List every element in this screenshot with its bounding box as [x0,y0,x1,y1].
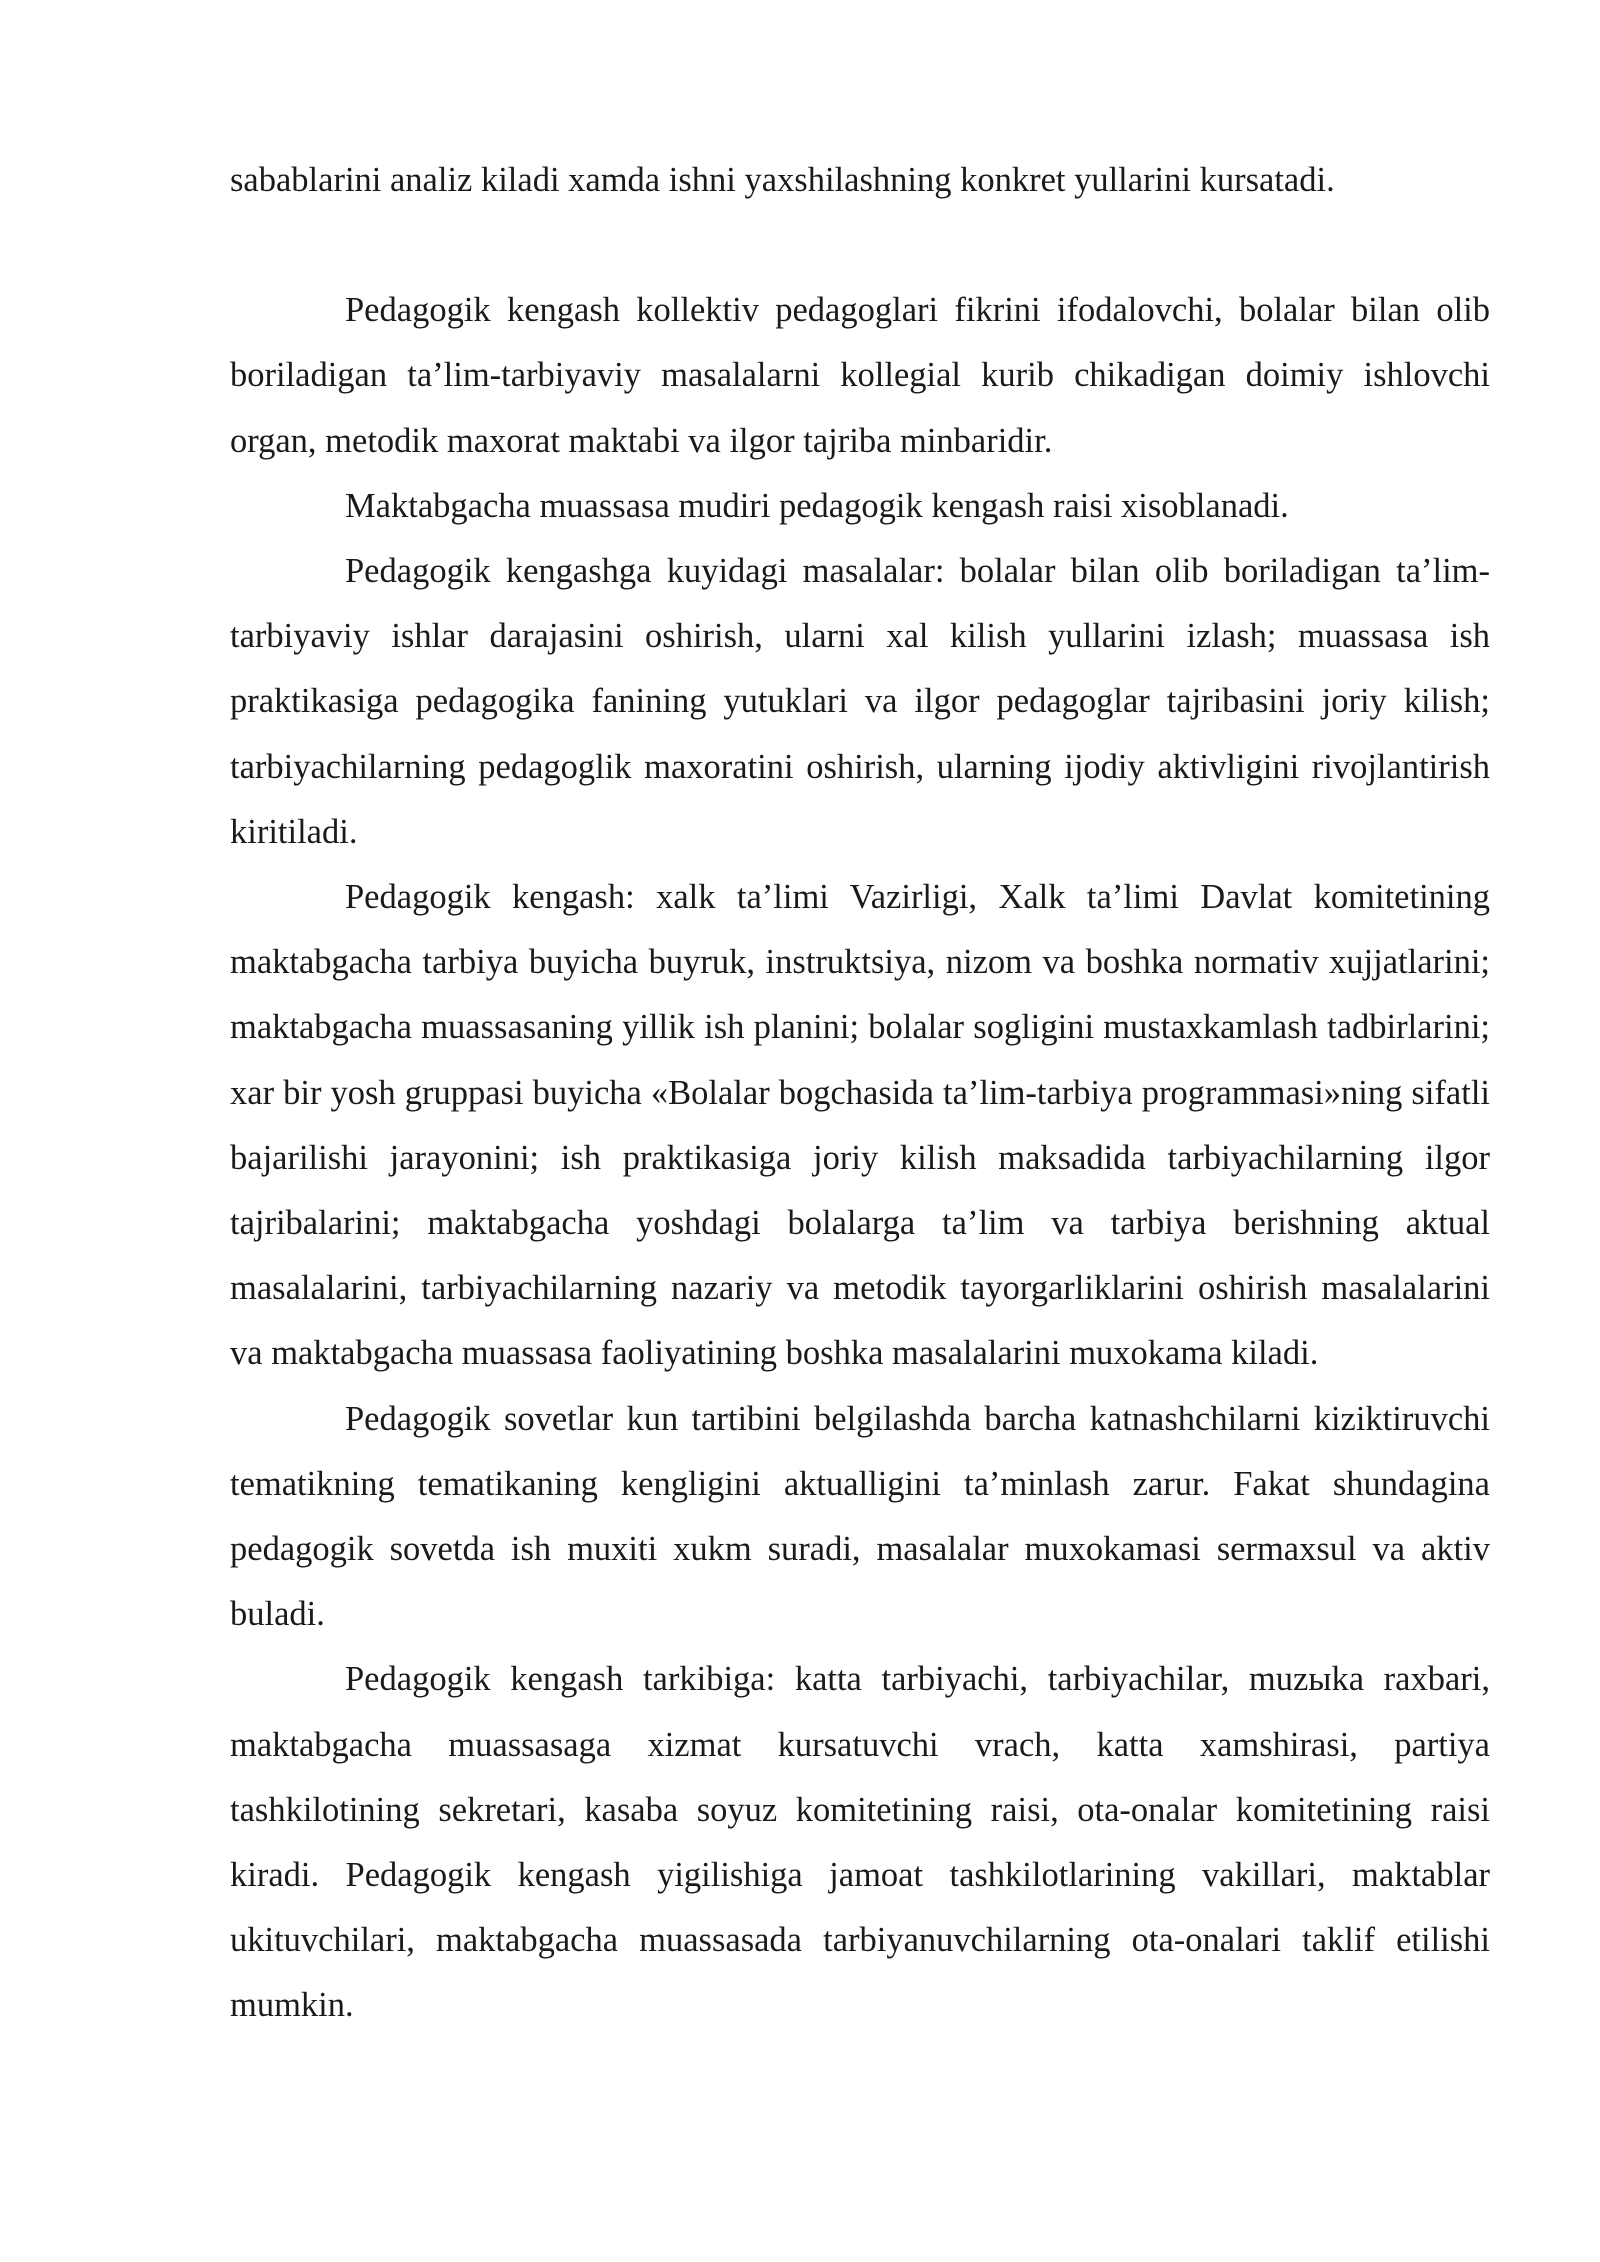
paragraph-council-discussion-topics: Pedagogik kengash: xalk ta’limi Vazirligi, Xalk ta’limi Davlat komitetining maktabgacha tarbiya buyicha buyruk, instruktsiya, nizom va boshka normativ xujjatlarini; maktabgacha muassasaning yillik ish planini; bolalar sogligini mustaxkamlash tadbirlarini; xar bir yosh gruppasi buyicha «Bolalar bogchasida ta’lim-tarbiya programmasi»ning sifatli bajarilishi jarayonini; ish praktikasiga joriy kilish maksadida tarbiyachilarning ilgor tajribalarini; maktabgacha yoshdagi bolalarga ta’lim va tarbiya berishning aktual masalalarini, tarbiyachilarning nazariy va metodik tayorgarliklarini oshirish masalalarini va maktabgacha muassasa faoliyatining boshka masalalarini muxokama kiladi. [230,878,1490,1373]
paragraph-council-composition: Pedagogik kengash tarkibiga: katta tarbiyachi, tarbiyachilar, muzыka raxbari, maktabgacha muassasaga xizmat kursatuvchi vrach, katta xamshirasi, partiya tashkilotining sekretari, kasaba soyuz komitetining raisi, ota-onalar komitetining raisi kiradi. Pedagogik kengash yigilishiga jamoat tashkilotlarining vakillari, maktablar ukituvchilari, maktabgacha muassasada tarbiyanuvchilarning ota-onalari taklif etilishi mumkin. [230,1660,1490,2025]
paragraph-pedagogical-council-definition: Pedagogik kengash kollektiv pedagoglari fikrini ifodalovchi, bolalar bilan olib boriladigan ta’lim-tarbiyaviy masalalarni kollegial kurib chikadigan doimiy ishlovchi organ, metodik maxorat maktabi va ilgor tajriba minbaridir. [230,291,1490,460]
paragraph-council-chair: Maktabgacha muassasa mudiri pedagogik kengash raisi xisoblanadi. [345,486,1289,525]
document-page [230,148,1490,2039]
paragraph-agenda-setting: Pedagogik sovetlar kun tartibini belgilashda barcha katnashchilarni kiziktiruvchi tematikning tematikaning kengligini aktualligini ta’minlash zarur. Fakat shundagina pedagogik sovetda ish muxiti xukm suradi, masalalar muxokamasi sermaxsul va aktiv buladi. [230,1399,1490,1634]
paragraph-council-tasks: Pedagogik kengashga kuyidagi masalalar: bolalar bilan olib boriladigan ta’lim-tarbiyaviy ishlar darajasini oshirish, ularni xal kilish yullarini izlash; muassasa ish praktikasiga pedagogika fanining yutuklari va ilgor pedagoglar tajribasini joriy kilish; tarbiyachilarning pedagoglik maxoratini oshirish, ularning ijodiy aktivligini rivojlantirish kiritiladi. [230,552,1490,851]
paragraph-continuation: sabablarini analiz kiladi xamda ishni yaxshilashning konkret yullarini kursatadi. [230,161,1335,199]
